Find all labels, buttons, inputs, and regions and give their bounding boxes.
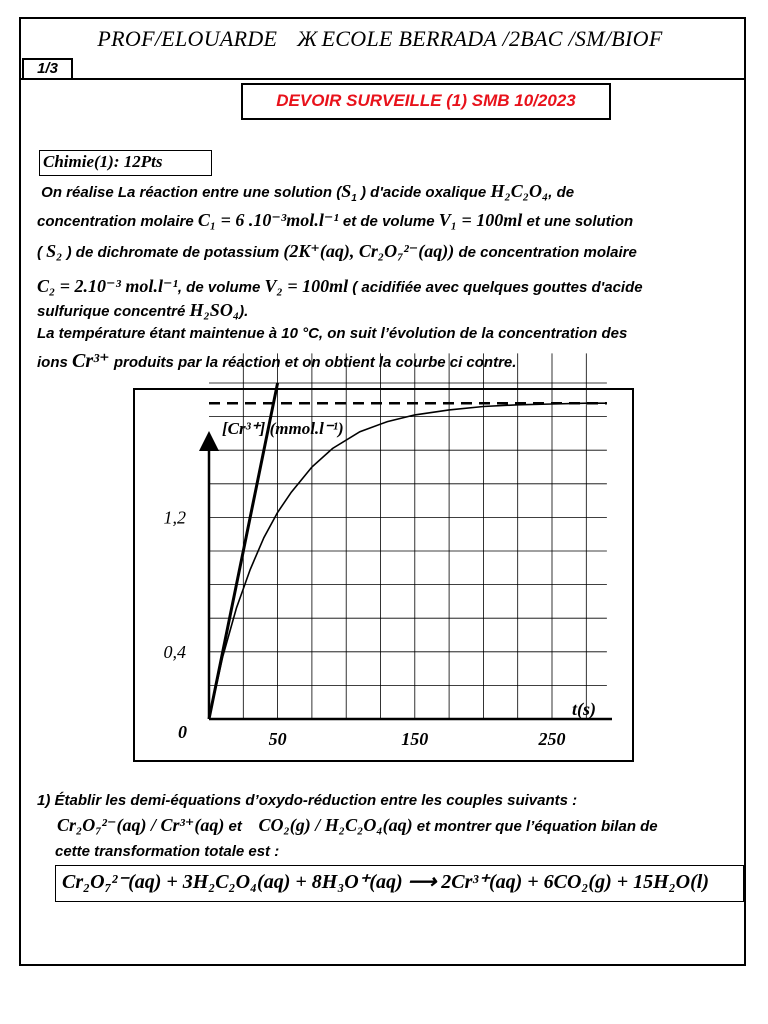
sulfuric-acid-formula: H₂SO₄ <box>189 300 240 320</box>
x-axis-label: t(s) <box>572 699 596 719</box>
y-tick-label: 0,4 <box>163 641 186 662</box>
header-author: PROF/ELOUARDE <box>97 26 278 51</box>
x-tick-label: 50 <box>268 729 287 749</box>
x-tick-label: 150 <box>401 729 429 749</box>
intro-line-1: On réalise La réaction entre une solution ($S_1$ ) d'acide oxalique H₂C₂O₄, de <box>41 181 575 204</box>
chromium-ion: Cr³⁺ <box>72 350 110 372</box>
y-axis-label: [Cr³⁺] (mmol.l⁻¹) <box>222 419 344 438</box>
intro-line-3: ( S₂ ) de dichromate de potassium (2K⁺(aq), Cr₂O₇²⁻(aq)) de concentration molaire <box>37 241 637 261</box>
intro-line-4: C₂ = 2.10⁻³ mol.l⁻¹, de volume V₂ = 100ml ( acidifiée avec quelques gouttes d'acide <box>37 276 643 296</box>
page-number: 1/3 <box>22 58 73 80</box>
volume-v1: V₁ = 100ml <box>438 210 523 230</box>
volume-v2: V₂ = 100ml <box>264 276 349 296</box>
intro-line-7: ions Cr³⁺ produits par la réaction et on obtient la courbe ci contre. <box>37 350 517 372</box>
chart-grid <box>209 353 607 719</box>
x-tick-labels <box>269 729 566 749</box>
chart-axes <box>209 441 612 719</box>
intro-line-2: concentration molaire C₁ = 6 .10⁻³mol.l⁻¹ et de volume V₁ = 100ml et une solution <box>37 210 634 230</box>
question-1-line-3: cette transformation totale est : <box>55 843 280 860</box>
y-tick-labels <box>164 507 187 661</box>
y-tick-label: 1,2 <box>163 507 186 528</box>
intro-line-5: sulfurique concentré H₂SO₄). <box>37 300 249 320</box>
intro-line-6: La température étant maintenue à 10 °C, on suit l’évolution de la concentration des <box>37 325 628 342</box>
question-1-line-2: Cr₂O₇²⁻(aq) / Cr³⁺(aq) et CO₂(g) / H₂C₂O₄(aq) et montrer que l’équation bilan de <box>57 815 658 835</box>
concentration-c1: C₁ = 6 .10⁻³mol.l⁻¹ <box>197 210 339 230</box>
section-title: Chimie(1): 12Pts <box>39 150 212 176</box>
exam-title: DEVOIR SURVEILLE (1) SMB 10/2023 <box>241 83 611 120</box>
x-tick-label: 250 <box>538 729 566 749</box>
balanced-equation: Cr₂O₇²⁻(aq) + 3H₂C₂O₄(aq) + 8H₃O⁺(aq) ⟶ 2Cr³⁺(aq) + 6CO₂(g) + 15H₂O(l) <box>62 871 709 893</box>
oxalic-acid-formula: H₂C₂O₄ <box>490 181 549 201</box>
dichromate-formula: (2K⁺(aq), Cr₂O₇²⁻(aq)) <box>283 241 455 261</box>
couple-oxalic: CO₂(g) / H₂C₂O₄(aq) <box>258 815 413 835</box>
question-1-line-1: 1) Établir les demi-équations d’oxydo-réduction entre les couples suivants : <box>37 792 578 809</box>
couple-dichromate: Cr₂O₇²⁻(aq) / Cr³⁺(aq) <box>57 815 225 835</box>
header-symbol: Ж <box>297 26 318 51</box>
concentration-c2: C₂ = 2.10⁻³ mol.l⁻¹ <box>37 276 178 296</box>
header-school: ECOLE BERRADA /2BAC /SM/BIOF <box>321 26 663 51</box>
origin-label: 0 <box>178 722 187 742</box>
